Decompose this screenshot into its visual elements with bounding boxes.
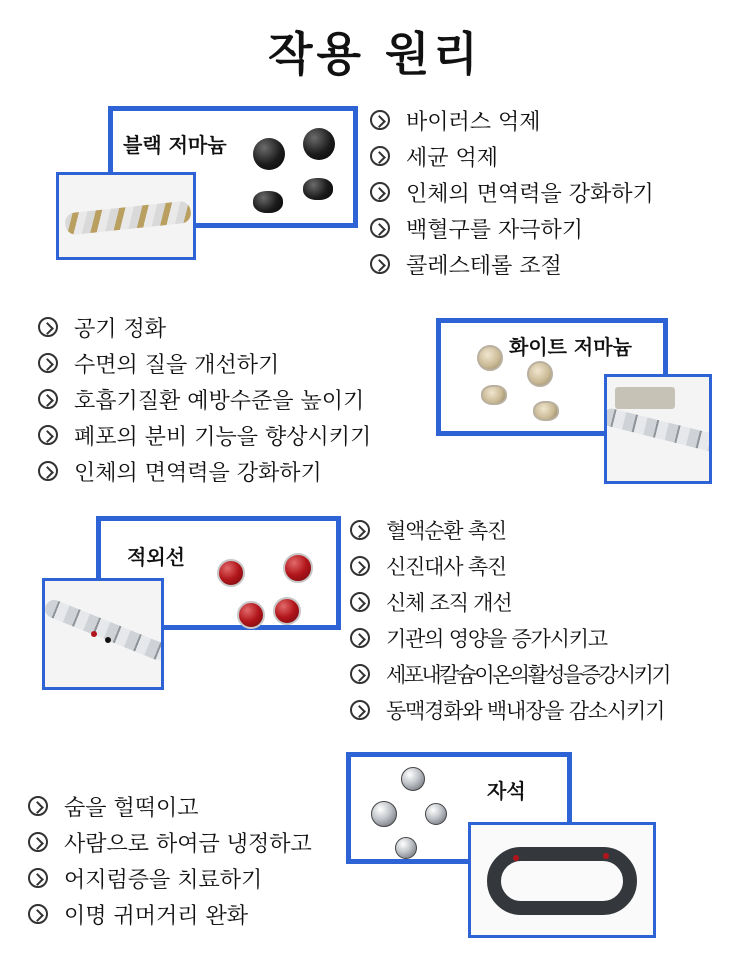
list-item: 인체의 면역력을 강화하기 (370, 174, 654, 210)
circle-chevron-right-icon (370, 146, 390, 166)
red-stone-image (217, 559, 245, 587)
circle-chevron-right-icon (370, 110, 390, 130)
magnet-stone-image (425, 803, 447, 825)
page-title: 작용 원리 (268, 27, 482, 81)
circle-chevron-right-icon (38, 461, 58, 481)
circle-chevron-right-icon (370, 182, 390, 202)
list-item: 폐포의 분비 기능을 향상시키기 (38, 417, 371, 453)
red-stone-image (283, 553, 313, 583)
list-item: 어지럼증을 치료하기 (28, 860, 312, 896)
white-stone-image (533, 401, 559, 421)
bracelet-image (487, 847, 637, 915)
circle-chevron-right-icon (28, 796, 48, 816)
circle-chevron-right-icon (350, 664, 370, 684)
list-item: 콜레스테롤 조절 (370, 246, 654, 282)
list-item: 인체의 면역력을 강화하기 (38, 453, 371, 489)
circle-chevron-right-icon (370, 218, 390, 238)
bracelet-image (604, 407, 712, 453)
black-stone-image (253, 138, 285, 170)
red-dot (603, 853, 609, 859)
bracelet-photo (468, 822, 656, 938)
red-dot (91, 631, 97, 637)
list-item: 사람으로 하여금 냉정하고 (28, 824, 312, 860)
magnet-stone-image (395, 837, 417, 859)
circle-chevron-right-icon (38, 353, 58, 373)
black-stone-image (253, 191, 283, 213)
magnet-stone-image (401, 767, 425, 791)
circle-chevron-right-icon (28, 904, 48, 924)
white-germanium-effects (38, 309, 371, 489)
list-item: 이명 귀머거리 완화 (28, 896, 312, 932)
list-item: 수면의 질을 개선하기 (38, 345, 371, 381)
white-stone-image (481, 385, 507, 405)
panel-label: 자석 (487, 779, 526, 803)
list-item: 바이러스 억제 (370, 102, 654, 138)
red-stone-image (237, 601, 265, 629)
list-item: 신진대사 촉진 (350, 548, 669, 584)
infrared-effects (350, 512, 669, 728)
red-stone-image (273, 597, 301, 625)
panel-label: 블랙 저마늄 (123, 133, 227, 157)
magnet-effects (28, 788, 312, 932)
black-stone-image (303, 128, 335, 160)
circle-chevron-right-icon (38, 425, 58, 445)
circle-chevron-right-icon (370, 254, 390, 274)
circle-chevron-right-icon (350, 700, 370, 720)
circle-chevron-right-icon (38, 317, 58, 337)
bracelet-photo (42, 578, 164, 690)
bracelet-image (64, 200, 192, 235)
list-item: 혈액순환 촉진 (350, 512, 669, 548)
list-item: 신체 조직 개선 (350, 584, 669, 620)
list-item: 동맥경화와 백내장을 감소시키기 (350, 692, 669, 728)
list-item: 세포내칼슘이온의활성을증강시키기 (350, 656, 669, 692)
list-item: 기관의 영양을 증가시키고 (350, 620, 669, 656)
list-item: 숨을 헐떡이고 (28, 788, 312, 824)
bracelet-photo (604, 374, 712, 484)
circle-chevron-right-icon (350, 592, 370, 612)
black-germanium-effects (370, 102, 654, 282)
red-dot (513, 855, 519, 861)
circle-chevron-right-icon (38, 389, 58, 409)
gift-box-image (615, 387, 675, 409)
circle-chevron-right-icon (350, 628, 370, 648)
black-dot (105, 637, 111, 643)
list-item: 백혈구를 자극하기 (370, 210, 654, 246)
black-stone-image (303, 178, 333, 200)
list-item: 호흡기질환 예방수준을 높이기 (38, 381, 371, 417)
list-item: 공기 정화 (38, 309, 371, 345)
white-stone-image (527, 361, 553, 387)
white-stone-image (477, 345, 503, 371)
list-item: 세균 억제 (370, 138, 654, 174)
bracelet-image (42, 597, 164, 662)
circle-chevron-right-icon (350, 556, 370, 576)
circle-chevron-right-icon (28, 868, 48, 888)
circle-chevron-right-icon (350, 520, 370, 540)
bracelet-photo (56, 172, 196, 260)
magnet-stone-image (371, 801, 397, 827)
panel-label: 화이트 저마늄 (509, 335, 632, 359)
circle-chevron-right-icon (28, 832, 48, 852)
panel-label: 적외선 (127, 545, 185, 569)
